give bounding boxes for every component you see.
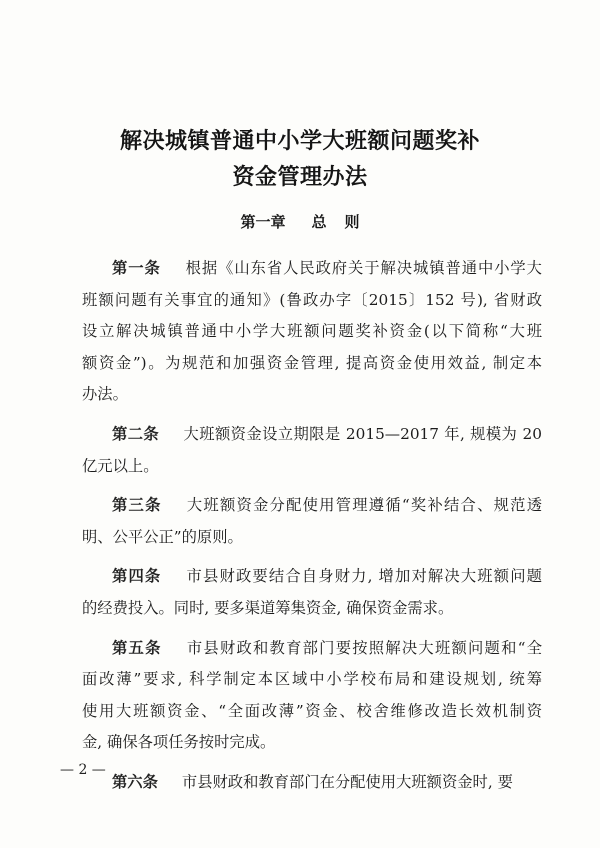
article-text-line: 市县财政要结合自身财力, 增加对解决大班额问题 [185,567,542,586]
article-label: 第三条 [112,496,162,515]
article-text-line: 明、公平公正”的原则。 [82,527,243,546]
article-first-line [112,495,542,515]
document-title-line-2: 资金管理办法 [232,165,368,190]
chapter-title-word-2: 则 [344,213,360,231]
article-first-line [112,258,542,278]
article-label: 第五条 [112,638,162,657]
article-text-line: 面改薄”要求, 科学制定本区域中小学校布局和建设规划, 统筹 [82,670,542,689]
article-first-line [112,424,542,444]
chapter-title-word-1: 总 [311,213,327,231]
article-text-line: 亿元以上。 [82,456,159,475]
article-label: 第二条 [112,425,160,443]
article-text-line: 大班额资金分配使用管理遵循“奖补结合、规范透 [185,496,542,515]
chapter-label: 第一章 [240,213,286,231]
article-label: 第四条 [112,567,162,586]
page-number: — 2 — [60,762,106,778]
chapter-heading [0,211,600,232]
article-text-line: 市县财政和教育部门要按照解决大班额问题和“全 [185,638,542,657]
article-text-line: 使用大班额资金、“全面改薄”资金、校舍维修改造长效机制资 [82,701,542,720]
document-title-line-1: 解决城镇普通中小学大班额问题奖补 [119,129,480,154]
article-first-line [112,772,542,792]
article-first-line [112,638,542,658]
article-text-line: 大班额资金设立期限是 2015—2017 年, 规模为 20 [183,425,542,443]
article-text-line: 的经费投入。同时, 要多渠道筹集资金, 确保资金需求。 [82,599,454,617]
article-text-line: 班额问题有关事宜的通知》(鲁政办字〔2015〕152 号), 省财政 [82,290,542,309]
article-label: 第六条 [112,773,158,791]
article-text-line: 市县财政和教育部门在分配使用大班额资金时, 要 [181,773,513,791]
article-text-line: 根据《山东省人民政府关于解决城镇普通中小学大 [184,259,542,277]
article-text-line: 办法。 [82,385,128,404]
article-label: 第一条 [112,259,161,277]
article-first-line [112,566,542,586]
article-text-line: 额资金”)。为规范和加强资金管理, 提高资金使用效益, 制定本 [82,353,542,372]
article-text-line: 设立解决城镇普通中小学大班额问题奖补资金(以下简称“大班 [82,322,542,341]
article-text-line: 金, 确保各项任务按时完成。 [82,733,276,752]
